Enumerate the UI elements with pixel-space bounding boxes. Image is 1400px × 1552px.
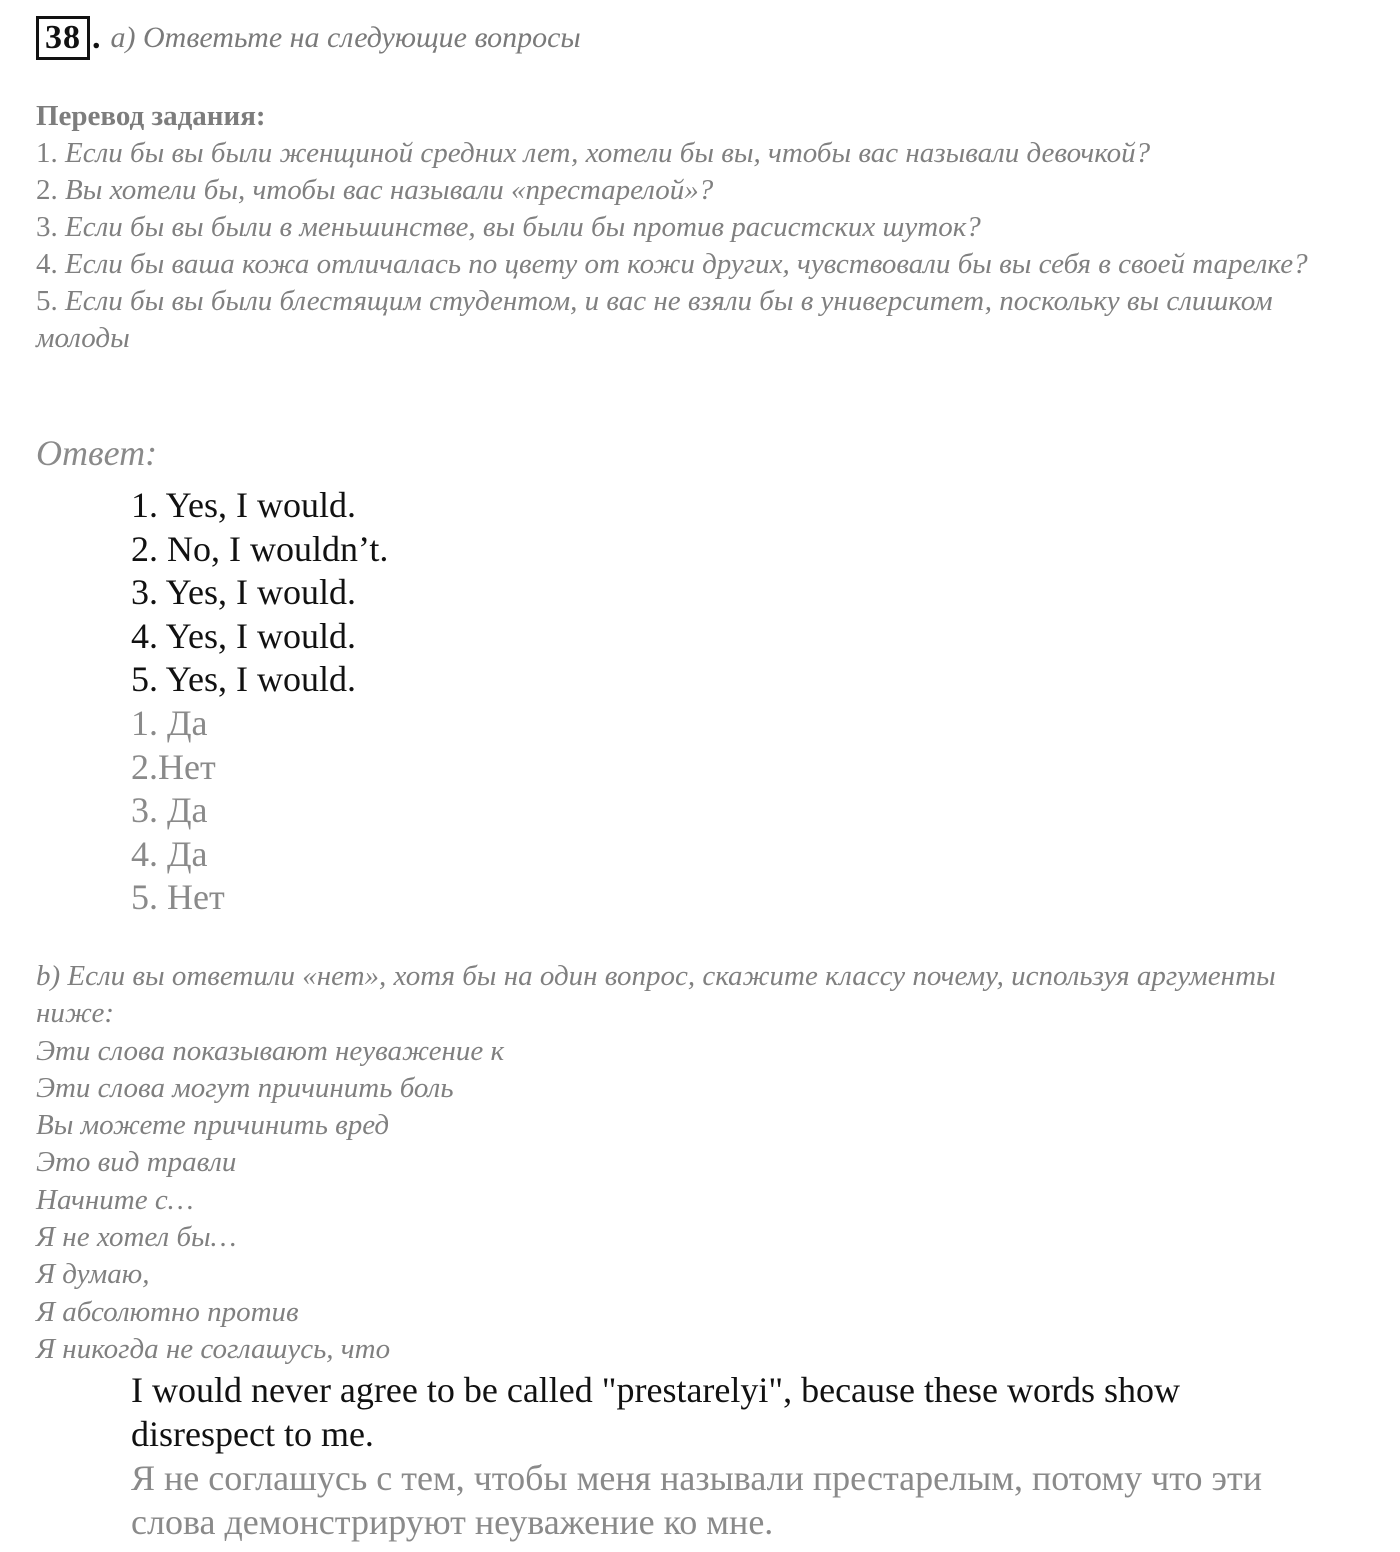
question-text: Если бы ваша кожа отличалась по цвету от кожи других, чувствовали бы вы себя в своей тарелке? — [65, 248, 1308, 280]
task-number-dot: . — [92, 19, 101, 56]
question-text: Если бы вы были блестящим студентом, и вас не взяли бы в университет, поскольку вы слишком молоды — [36, 285, 1273, 354]
question-text: Вы хотели бы, чтобы вас называли «престарелой»? — [65, 174, 714, 206]
task-instruction: a) Ответьте на следующие вопросы — [110, 21, 581, 54]
answer-russian-item: 1. Да — [131, 702, 208, 743]
argument-phrase: Я не хотел бы… — [36, 1221, 237, 1254]
part-b-block — [36, 958, 1356, 1368]
question-number: 4. — [36, 248, 58, 280]
argument-phrase: Я никогда не соглашусь, что — [36, 1332, 391, 1365]
answer-russian-item: 3. Да — [131, 790, 208, 831]
question-item — [36, 246, 1356, 283]
final-answer-english: I would never agree to be called "prestarelyi", because these words show disrespect to me. — [131, 1370, 1180, 1454]
argument-phrase: Начните с… — [36, 1183, 194, 1216]
argument-phrase: Я думаю, — [36, 1258, 150, 1291]
question-number: 1. — [36, 137, 58, 169]
question-item — [36, 172, 1356, 209]
translation-block — [36, 98, 1356, 357]
question-number: 2. — [36, 174, 58, 206]
argument-phrase: Эти слова могут причинить боль — [36, 1071, 454, 1104]
argument-phrase: Я абсолютно против — [36, 1295, 299, 1328]
answer-english-item: 1. Yes, I would. — [131, 485, 357, 525]
answer-english-item: 2. No, I wouldn’t. — [131, 528, 389, 569]
answer-title: Ответ: — [36, 433, 158, 473]
answer-english-item: 5. Yes, I would. — [131, 659, 357, 700]
final-answer-russian: Я не соглашусь с тем, чтобы меня называли престарелым, потому что эти слова демонстрируют неуважение ко мне. — [131, 1458, 1262, 1542]
question-item — [36, 209, 1356, 246]
argument-phrase: Вы можете причинить вред — [36, 1109, 390, 1142]
answer-list — [131, 484, 388, 920]
answer-russian-item: 2.Нет — [131, 746, 216, 787]
argument-phrase: Это вид травли — [36, 1146, 237, 1179]
answer-english-item: 3. Yes, I would. — [131, 572, 357, 613]
question-number: 5. — [36, 285, 58, 317]
question-text: Если бы вы были женщиной средних лет, хотели бы вы, чтобы вас называли девочкой? — [65, 137, 1151, 169]
task-number-box: 38 — [36, 16, 90, 60]
answer-english-item: 4. Yes, I would. — [131, 615, 357, 656]
question-item — [36, 283, 1356, 357]
task-header — [36, 16, 581, 60]
question-item — [36, 135, 1356, 172]
part-b-instruction: b) Если вы ответили «нет», хотя бы на один вопрос, скажите классу почему, используя аргументы ниже: — [36, 960, 1276, 1030]
answer-russian-item: 4. Да — [131, 833, 208, 874]
argument-phrase: Эти слова показывают неуважение к — [36, 1034, 505, 1067]
question-text: Если бы вы были в меньшинстве, вы были бы против расистских шуток? — [65, 211, 981, 243]
answer-russian-item: 5. Нет — [131, 877, 225, 918]
final-answer — [131, 1368, 1291, 1544]
question-number: 3. — [36, 211, 58, 243]
translation-title: Перевод задания: — [36, 100, 266, 132]
